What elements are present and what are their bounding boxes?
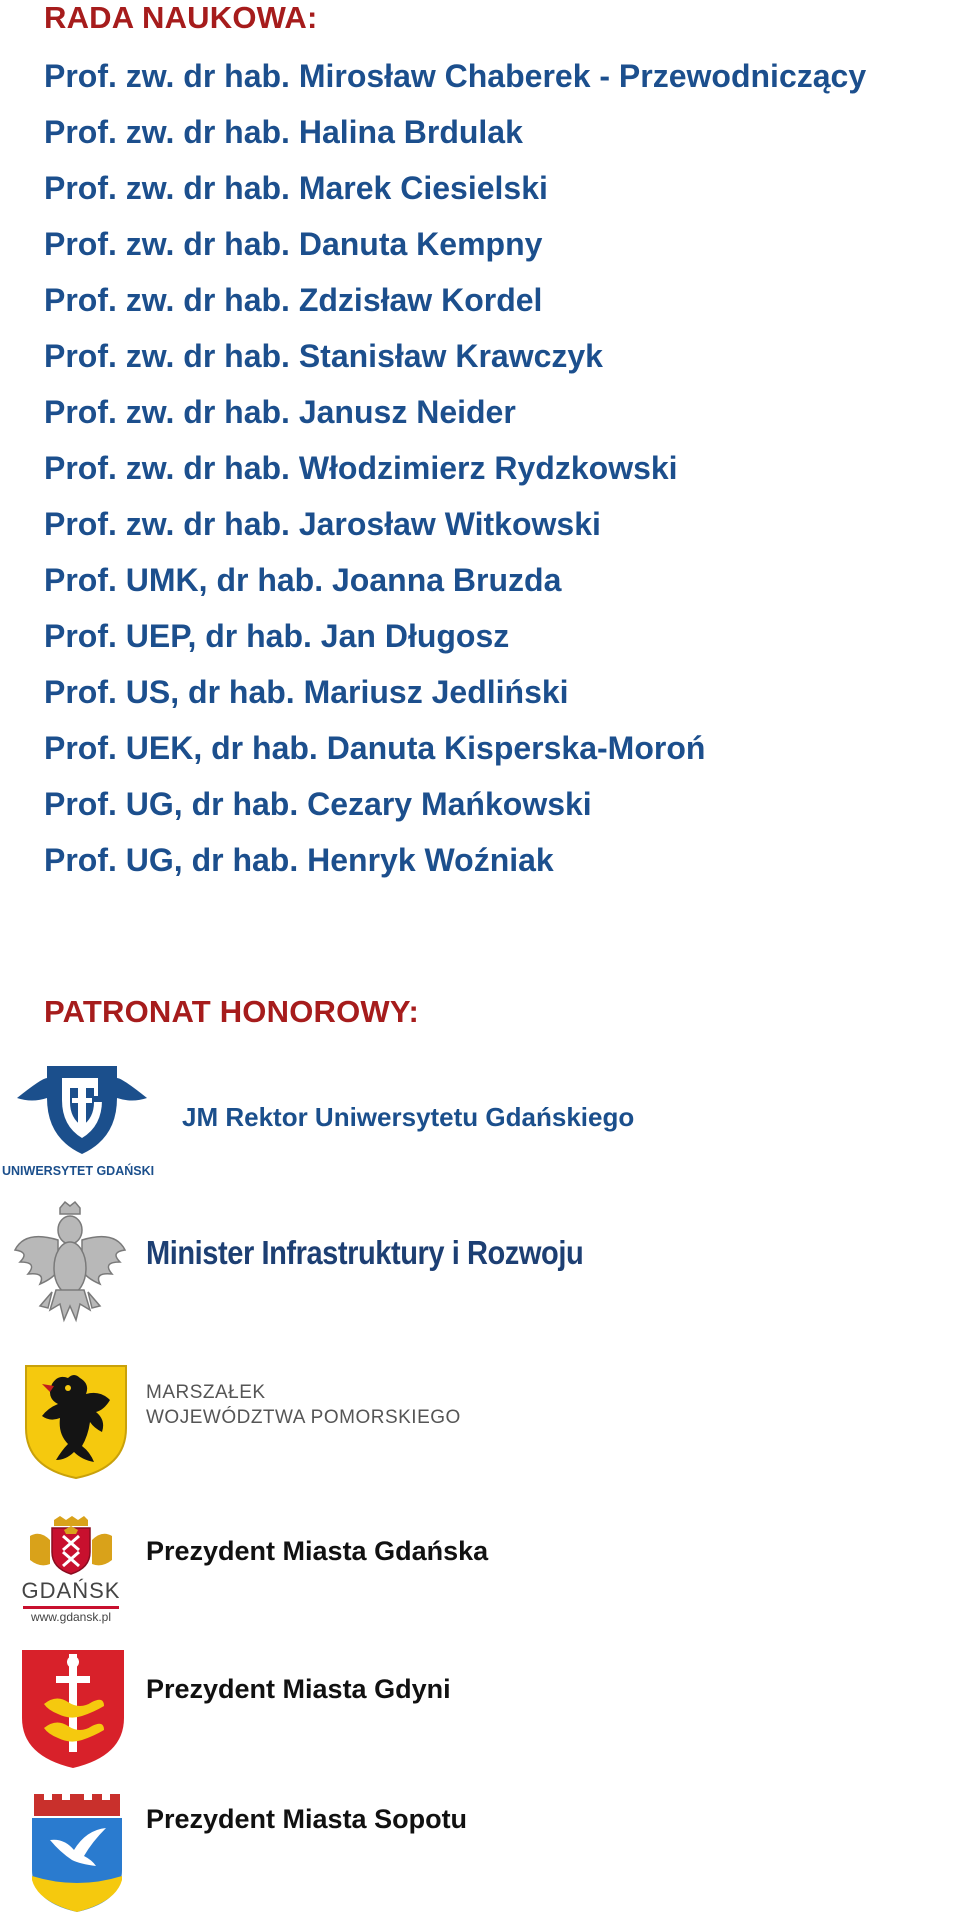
gdansk-logo-divider — [23, 1606, 119, 1609]
patron-sopot — [0, 1790, 960, 1914]
polish-eagle-emblem-icon — [10, 1200, 130, 1328]
member-item: Prof. US, dr hab. Mariusz Jedliński — [44, 674, 569, 710]
member-item: Prof. UMK, dr hab. Joanna Bruzda — [44, 562, 562, 598]
council-members-list — [44, 48, 866, 888]
patron-marshal-text-2: WOJEWÓDZTWA POMORSKIEGO — [146, 1407, 461, 1428]
patron-university-text: JM Rektor Uniwersytetu Gdańskiego — [182, 1102, 635, 1132]
member-item: Prof. zw. dr hab. Marek Ciesielski — [44, 170, 548, 206]
member-item: Prof. zw. dr hab. Włodzimierz Rydzkowski — [44, 450, 678, 486]
patronage-heading: PATRONAT HONOROWY: — [44, 994, 419, 1029]
gdansk-logo-url: www.gdansk.pl — [30, 1610, 112, 1624]
patron-marshal-text: MARSZAŁEK — [146, 1382, 266, 1403]
gdynia-coat-of-arms-icon — [20, 1648, 126, 1770]
member-item: Prof. zw. dr hab. Zdzisław Kordel — [44, 282, 543, 318]
sopot-coat-of-arms-icon — [30, 1790, 124, 1914]
gdansk-coat-of-arms-icon — [16, 1516, 126, 1628]
patron-gdansk — [0, 1516, 960, 1628]
member-item: Prof. UEP, dr hab. Jan Długosz — [44, 618, 510, 654]
patron-minister — [0, 1200, 960, 1330]
patron-gdansk-text: Prezydent Miasta Gdańska — [146, 1536, 489, 1566]
patron-sopot-text: Prezydent Miasta Sopotu — [146, 1804, 468, 1834]
patron-minister-text: Minister Infrastruktury i Rozwoju — [146, 1234, 584, 1271]
council-heading: RADA NAUKOWA: — [44, 0, 318, 35]
university-logo-text: UNIWERSYTET GDAŃSKI — [2, 1164, 155, 1178]
member-item: Prof. UEK, dr hab. Danuta Kisperska-Moroń — [44, 730, 706, 766]
member-item: Prof. zw. dr hab. Jarosław Witkowski — [44, 506, 601, 542]
patron-gdynia — [0, 1648, 960, 1770]
university-of-gdansk-logo-icon — [2, 1058, 162, 1182]
member-item: Prof. zw. dr hab. Stanisław Krawczyk — [44, 338, 603, 374]
member-item: Prof. zw. dr hab. Danuta Kempny — [44, 226, 543, 262]
member-item: Prof. zw. dr hab. Halina Brdulak — [44, 114, 523, 150]
gdansk-logo-text: GDAŃSK — [21, 1578, 121, 1603]
pomeranian-griffin-coat-of-arms-icon — [24, 1364, 128, 1480]
member-item: Prof. zw. dr hab. Mirosław Chaberek - Przewodniczący — [44, 58, 867, 94]
patron-marshal — [0, 1364, 960, 1484]
patron-university — [0, 1058, 960, 1182]
member-item: Prof. UG, dr hab. Henryk Woźniak — [44, 842, 554, 878]
member-item: Prof. UG, dr hab. Cezary Mańkowski — [44, 786, 592, 822]
member-item: Prof. zw. dr hab. Janusz Neider — [44, 394, 516, 430]
patron-gdynia-text: Prezydent Miasta Gdyni — [146, 1674, 451, 1704]
